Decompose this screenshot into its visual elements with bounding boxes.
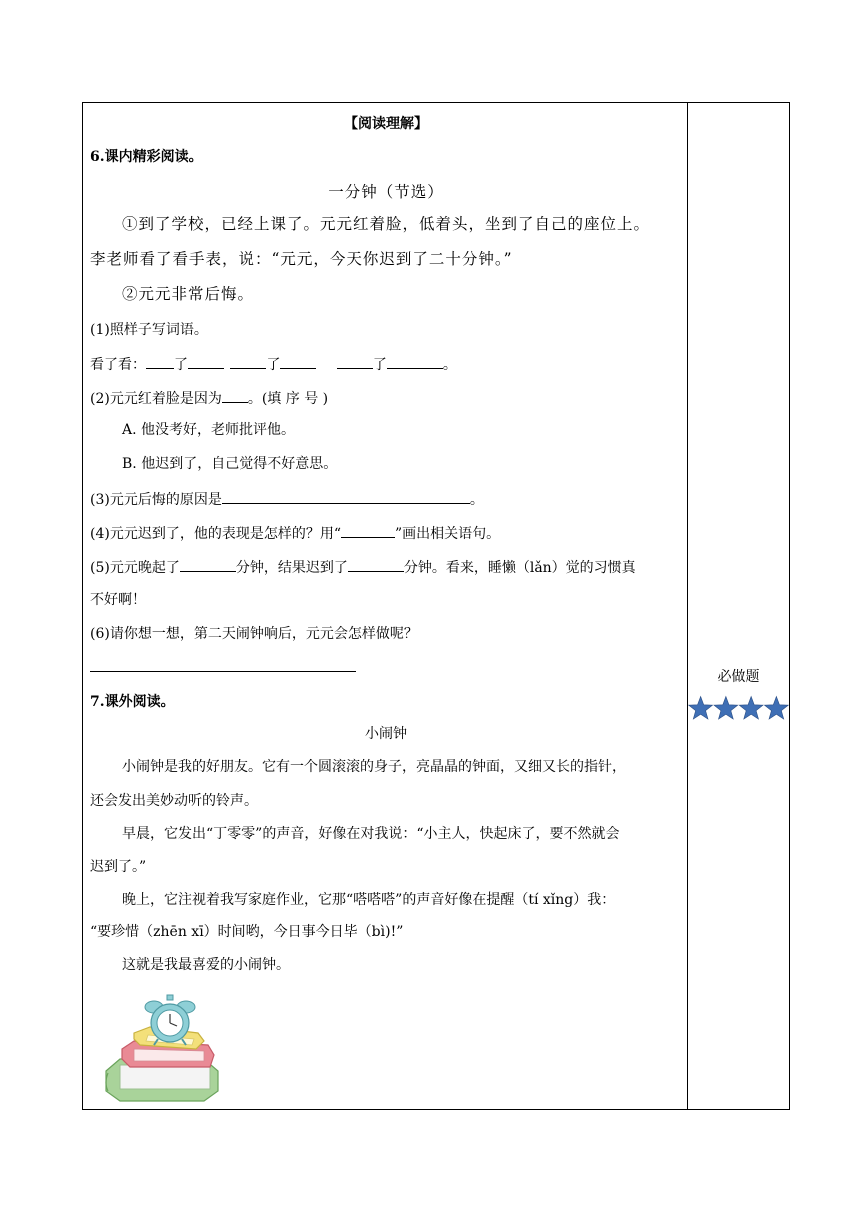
q6-sub1-answer-row <box>90 355 457 374</box>
sub4-underline-sample <box>341 524 395 538</box>
q6-sub1: (1)照样子写词语。 <box>90 322 208 338</box>
difficulty-stars <box>688 694 789 724</box>
q6-para2: ②元元非常后悔。 <box>122 285 255 303</box>
q6-option-a: A. 他没考好，老师批评他。 <box>122 422 296 438</box>
q7-para3-line1: 晚上，它注视着我写家庭作业，它那“嗒嗒嗒”的声音好像在提醒（tí xǐng）我： <box>122 892 616 908</box>
q6-sub3 <box>90 490 484 509</box>
required-label: 必做题 <box>717 669 760 685</box>
sub5-blank-1[interactable] <box>180 558 236 572</box>
q6-passage-title: 一分钟（节选） <box>328 183 444 201</box>
blank-2a[interactable] <box>230 355 266 369</box>
star-icon <box>739 697 763 720</box>
q7-passage-title: 小闹钟 <box>365 726 407 742</box>
le-2: 了 <box>266 357 281 373</box>
q7-para3-line2: “要珍惜（zhēn xī）时间哟，今日事今日毕（bì)!” <box>90 924 404 940</box>
q6-sub2 <box>90 389 328 408</box>
le-1: 了 <box>174 357 188 373</box>
sub4-suffix: ”画出相关语句。 <box>395 526 501 542</box>
blank-3a[interactable] <box>337 355 373 369</box>
section-title: 【阅读理解】 <box>344 116 428 132</box>
sub3-end: 。 <box>469 492 484 508</box>
blank-1b[interactable] <box>188 355 224 369</box>
sub5-part-b: 分钟，结果迟到了 <box>235 560 348 576</box>
sub1-example: 看了看： <box>90 357 146 373</box>
sub5-part-c: 分钟。看来，睡懒（lǎn）觉的习惯真 <box>403 560 636 576</box>
sub4-text: (4)元元迟到了，他的表现是怎样的？用“ <box>90 526 341 542</box>
q7-para1-line2: 还会发出美妙动听的铃声。 <box>90 793 258 809</box>
sub5-part-a: (5)元元晚起了 <box>90 560 180 576</box>
q6-sub5 <box>90 558 636 577</box>
sub5-blank-2[interactable] <box>348 558 404 572</box>
side-column <box>688 103 789 1109</box>
q6-para1-line2: 李老师看了看手表，说：“元元，今天你迟到了二十分钟。” <box>90 250 513 268</box>
q6-sub6: (6)请你想一想，第二天闹钟响后，元元会怎样做呢？ <box>90 626 418 642</box>
sub2-blank[interactable] <box>222 389 248 403</box>
q6-sub4 <box>90 524 500 543</box>
worksheet-table <box>82 102 790 1110</box>
sub3-blank[interactable] <box>222 490 470 504</box>
q6-option-b: B. 他迟到了，自己觉得不好意思。 <box>122 456 338 472</box>
blank-1a[interactable] <box>146 355 174 369</box>
q7-para2-line2: 迟到了。” <box>90 859 147 875</box>
blank-3b[interactable] <box>387 355 443 369</box>
q7-heading: 7.课外阅读。 <box>90 694 175 710</box>
le-3: 了 <box>372 357 387 373</box>
sub6-answer-line[interactable] <box>90 671 356 672</box>
alarm-clock-on-books-illustration <box>100 993 228 1103</box>
q6-sub5-line2: 不好啊！ <box>90 592 146 608</box>
star-icon <box>689 697 713 720</box>
sub2-text: (2)元元红着脸是因为 <box>90 391 222 407</box>
q7-para4: 这就是我最喜爱的小闹钟。 <box>122 957 290 973</box>
blank-2b[interactable] <box>280 355 316 369</box>
star-icon <box>764 697 788 720</box>
q6-heading: 6.课内精彩阅读。 <box>90 149 203 165</box>
sub1-end: 。 <box>442 357 457 373</box>
sub3-text: (3)元元后悔的原因是 <box>90 492 222 508</box>
q7-para2-line1: 早晨，它发出“丁零零”的声音，好像在对我说：“小主人，快起床了，要不然就会 <box>122 826 620 842</box>
star-icon <box>714 697 738 720</box>
q7-para1-line1: 小闹钟是我的好朋友。它有一个圆滚滚的身子，亮晶晶的钟面，又细又长的指针， <box>122 759 626 775</box>
q6-para1-line1: ①到了学校，已经上课了。元元红着脸，低着头，坐到了自己的座位上。 <box>122 215 651 233</box>
sub2-suffix: 。(填 序 号 ) <box>247 391 329 407</box>
